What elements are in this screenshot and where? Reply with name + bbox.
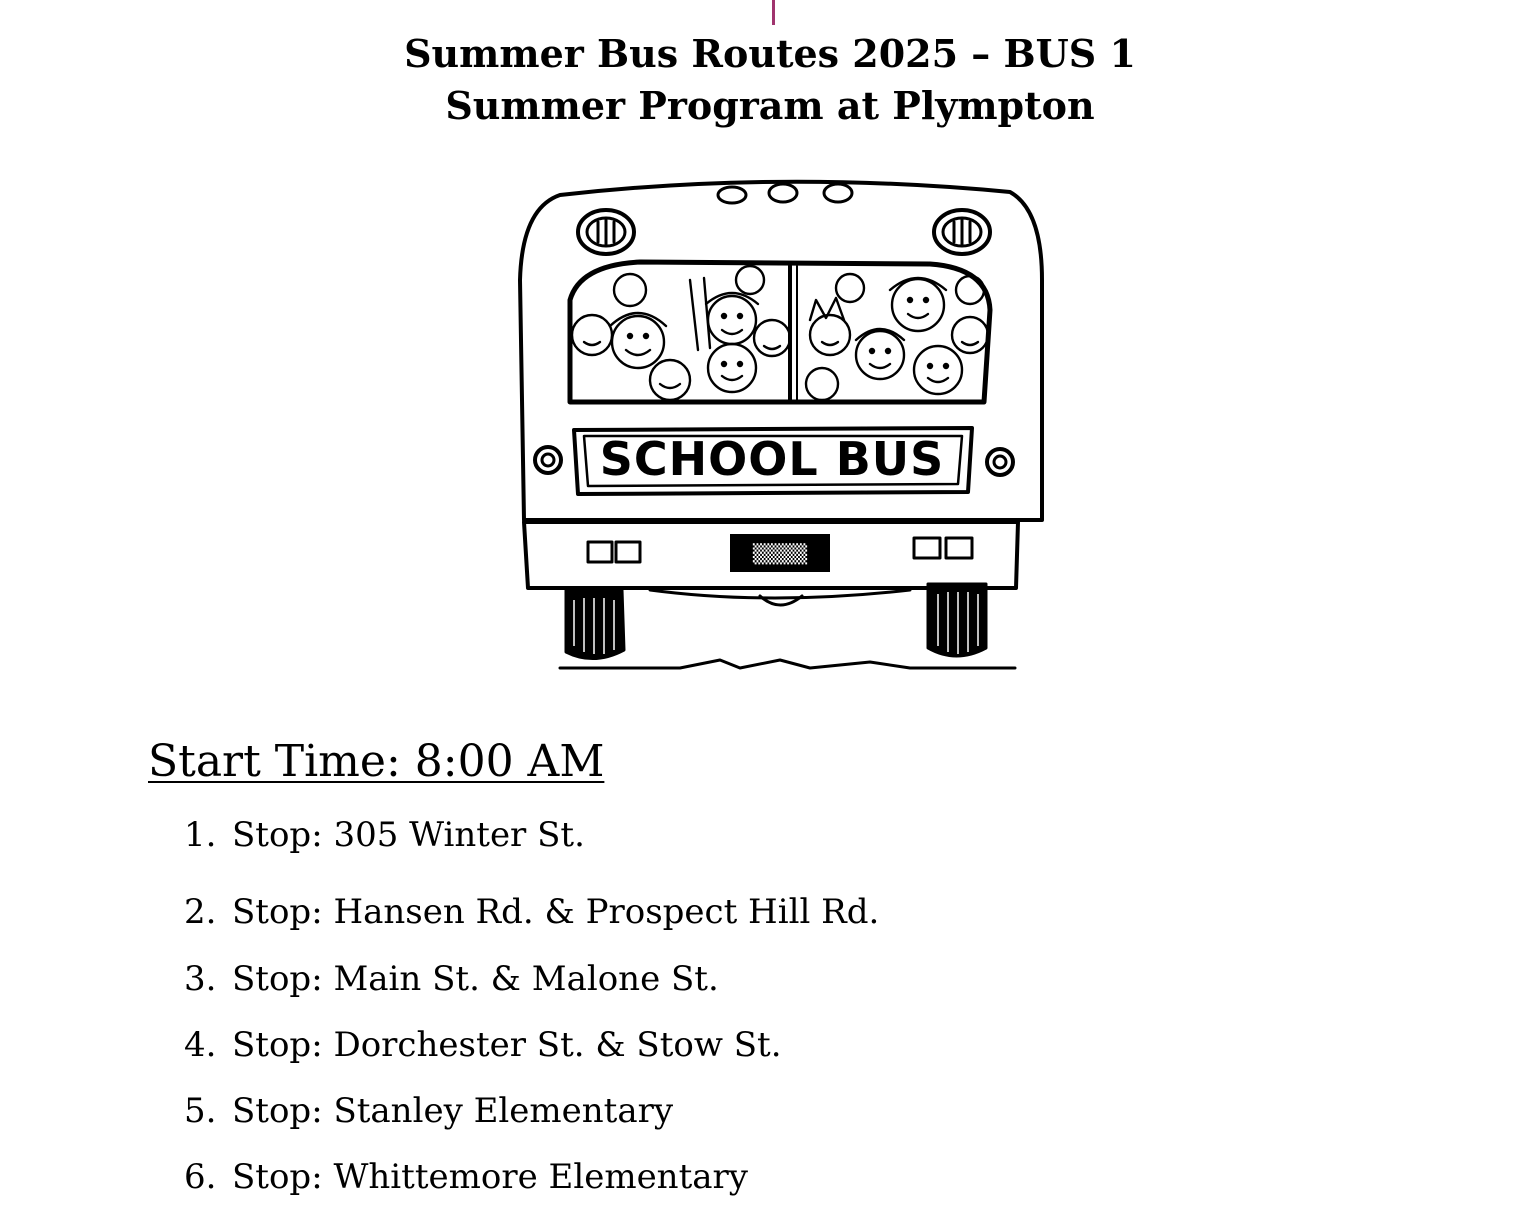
stop-item (184, 1025, 782, 1065)
stop-text: Stop: Main St. & Malone St. (232, 959, 719, 999)
stop-number: 4. (184, 1025, 217, 1065)
document-title: Summer Bus Routes 2025 – BUS 1 (404, 31, 1136, 76)
stop-text: Stop: 305 Winter St. (232, 815, 585, 855)
svg-text:▒▒▒▒▒: ▒▒▒▒▒ (752, 544, 808, 565)
school-bus-illustration (510, 170, 1050, 680)
stop-item (184, 892, 880, 932)
stop-number: 3. (184, 959, 217, 999)
stop-number: 2. (184, 892, 217, 932)
stop-item (184, 959, 719, 999)
stop-item (184, 1157, 748, 1197)
document-subtitle: Summer Program at Plympton (445, 83, 1095, 128)
stop-text: Stop: Stanley Elementary (232, 1091, 674, 1131)
stop-text: Stop: Hansen Rd. & Prospect Hill Rd. (232, 892, 880, 932)
text-cursor-mark (772, 0, 775, 25)
stop-text: Stop: Dorchester St. & Stow St. (232, 1025, 782, 1065)
stop-number: 6. (184, 1157, 217, 1197)
stop-item (184, 1091, 674, 1131)
bus-sign-text: SCHOOL BUS (599, 432, 945, 486)
stop-item (184, 815, 585, 855)
stop-text: Stop: Whittemore Elementary (232, 1157, 748, 1197)
stop-number: 1. (184, 815, 217, 855)
start-time-heading: Start Time: 8:00 AM (148, 736, 605, 787)
stop-number: 5. (184, 1091, 217, 1131)
